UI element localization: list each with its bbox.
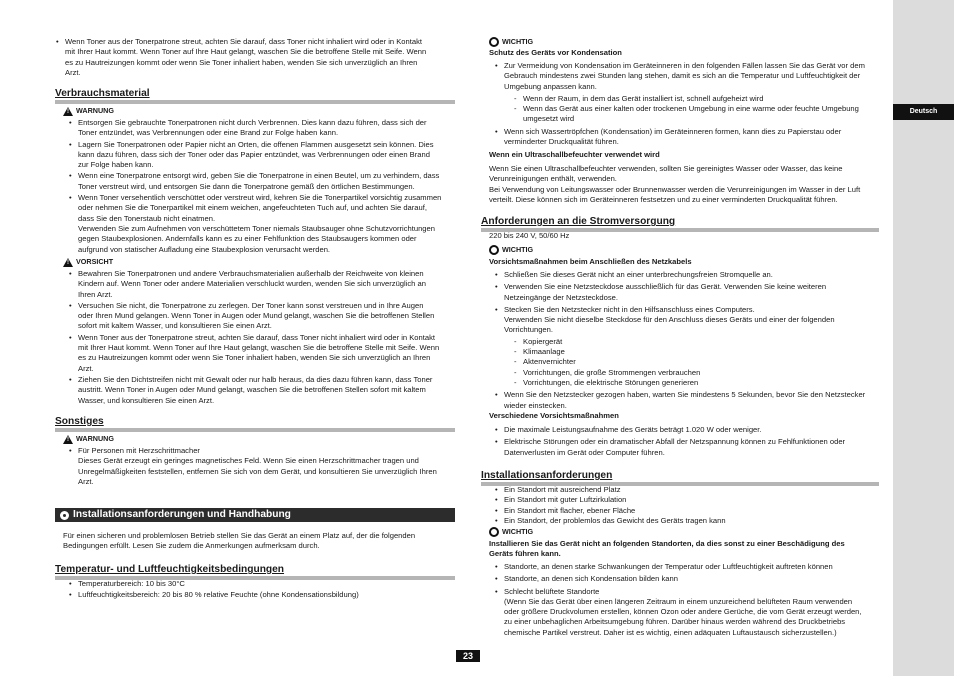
list-item: • Ein Standort mit guter Luftzirkulation bbox=[494, 495, 884, 505]
install-subheading: Installieren Sie das Gerät nicht an folgenden Standorten, da dies sonst zu einer Beschädigung des Geräts führen kann. bbox=[489, 539, 845, 559]
list-item: • Entsorgen Sie gebrauchte Tonerpatronen nicht durch Verbrennen. Dies kann dazu führen, dass sich der Toner entzündet, was Verbrennungen oder eine Brand zur Folge haben kann. bbox=[68, 118, 458, 139]
warning-label: WARNUNG bbox=[76, 434, 114, 443]
list-item: • Ein Standort mit flacher, ebener Fläche bbox=[494, 506, 884, 516]
list-item-text: • Stecken Sie den Netzstecker nicht in den Hilfsanschluss eines Computers. Verwenden Sie nicht dieselbe Steckdose für den Anschluss dieses Geräts und einer der folgenden Vorrichtungen. bbox=[504, 304, 835, 335]
list-item: • Lagern Sie Tonerpatronen oder Papier nicht an Orten, die offenen Flammen ausgesetzt sein können. Dies kann dazu führen, dass sich der Toner oder das Papier entzündet, was Verbrennungen oder einen Brand zur Folge haben kann. bbox=[68, 140, 458, 171]
page-number: 23 bbox=[456, 650, 480, 662]
list-item: • Luftfeuchtigkeitsbereich: 20 bis 80 % relative Feuchte (ohne Kondensationsbildung) bbox=[68, 590, 458, 600]
important-icon bbox=[489, 527, 499, 537]
list-item bbox=[494, 305, 884, 388]
important-heading bbox=[489, 37, 887, 47]
right-sidebar bbox=[893, 0, 954, 676]
strom-subheading: Vorsichtsmaßnahmen beim Anschließen des Netzkabels bbox=[489, 257, 692, 266]
important-label: WICHTIG bbox=[502, 37, 534, 46]
section-heading-verbrauchsmaterial: Verbrauchsmaterial bbox=[55, 88, 455, 104]
section-heading-installation-handhabung bbox=[55, 508, 455, 522]
list-item: • Schlecht belüftete Standorte (Wenn Sie das Gerät über einen längeren Zeitraum in einem unzureichend belüfteten Raum verwenden oder größere Druckvolumen erstellen, können Ozon oder andere Gerüche, die vom Gerät erzeugt werden, zu einer unbehaglichen Arbeitsumgebung führen. Darüber hinaus werden während des Druckbetriebs chemische Partikel verstreut. Daher ist es wichtig, einen adäquaten Luftaustausch sicherzustellen.) bbox=[494, 587, 884, 638]
list-item: • Bewahren Sie Tonerpatronen und andere Verbrauchsmaterialien außerhalb der Reichweite von kleinen Kindern auf. Wenn Toner oder andere Materialien verschluckt wurden, wenden Sie sich unverzüglich an Ihren Arzt. bbox=[68, 269, 458, 300]
caution-list bbox=[68, 269, 458, 406]
section-heading-text: Installationsanforderungen und Handhabung bbox=[73, 509, 291, 520]
kondensation-list bbox=[494, 61, 884, 147]
voltage-text: 220 bis 240 V, 50/60 Hz bbox=[489, 231, 570, 240]
kondensation-subheading: Schutz des Geräts vor Kondensation bbox=[489, 48, 622, 57]
list-item: • Versuchen Sie nicht, die Tonerpatrone zu zerlegen. Der Toner kann sonst verstreuen und in Ihre Augen oder Ihren Mund gelangen. Wenn Toner in Augen oder Mund gelangt, waschen Sie die betroffenen Stellen sofort mit kaltem Wasser, und konsultieren Sie einen Arzt. bbox=[68, 301, 458, 332]
list-item: • Ein Standort, der problemlos das Gewicht des Geräts tragen kann bbox=[494, 516, 884, 526]
important-label: WICHTIG bbox=[502, 245, 534, 254]
warning-icon bbox=[63, 435, 73, 444]
warning-icon bbox=[63, 107, 73, 116]
list-item: • Die maximale Leistungsaufnahme des Geräts beträgt 1.020 W oder weniger. bbox=[494, 425, 884, 435]
list-item: • Wenn Sie den Netzstecker gezogen haben, warten Sie mindestens 5 Sekunden, bevor Sie den Netzstecker wieder einstecken. bbox=[494, 390, 884, 411]
caution-label: VORSICHT bbox=[76, 257, 114, 266]
dash-item: - Kopiergerät bbox=[514, 337, 884, 347]
strom-list bbox=[494, 270, 884, 411]
section-heading-temperatur: Temperatur- und Luftfeuchtigkeitsbedingungen bbox=[55, 564, 455, 580]
list-item: • Wenn Toner aus der Tonerpatrone streut, achten Sie darauf, dass Toner nicht inhaliert wird oder in Kontakt mit Ihrer Haut kommt. Wenn Toner auf Ihre Haut gelangt, waschen Sie die betroffene Stelle mit Seife. Wenn es zu Hautreizungen kommt oder wenn Sie Toner inhaliert haben, wenden Sie sich unverzüglich an Ihren Arzt. bbox=[68, 333, 458, 374]
warning-list bbox=[68, 118, 458, 255]
dash-item: - Wenn der Raum, in dem das Gerät installiert ist, schnell aufgeheizt wird bbox=[514, 94, 884, 104]
caution-icon bbox=[63, 258, 73, 267]
list-item: • Verwenden Sie eine Netzsteckdose ausschließlich für das Gerät. Verwenden Sie keine weiteren Netzeingänge der Netzsteckdose. bbox=[494, 282, 884, 303]
list-item: • Für Personen mit Herzschrittmacher Dieses Gerät erzeugt ein geringes magnetisches Feld. Wenn Sie einen Herzschrittmacher tragen und Unregelmäßigkeiten feststellen, entfernen Sie sich von dem Gerät, und konsultieren Sie unverzüglich Ihren Arzt. bbox=[68, 446, 458, 487]
important-label: WICHTIG bbox=[502, 527, 534, 536]
list-item: • Wenn eine Tonerpatrone entsorgt wird, geben Sie die Tonerpatrone in einen Beutel, um zu verhindern, dass Toner verstreut wird, und entsorgen Sie dann die Tonerpatrone gemäß den örtlichen Bestimmungen. bbox=[68, 171, 458, 192]
misc-heading: Verschiedene Vorsichtsmaßnahmen bbox=[489, 411, 619, 420]
warning-heading bbox=[63, 434, 463, 444]
list-item: • Standorte, an denen sich Kondensation bilden kann bbox=[494, 574, 884, 584]
section-heading-installationsanforderungen: Installationsanforderungen bbox=[481, 470, 879, 486]
list-item: • Temperaturbereich: 10 bis 30°C bbox=[68, 579, 458, 589]
temperature-list bbox=[68, 579, 458, 601]
list-item: • Schließen Sie dieses Gerät nicht an einer unterbrechungsfreien Stromquelle an. bbox=[494, 270, 884, 280]
important-heading bbox=[489, 245, 887, 255]
warning-heading bbox=[63, 106, 463, 116]
install-list bbox=[494, 485, 884, 526]
section-heading-sonstiges: Sonstiges bbox=[55, 416, 455, 432]
misc-list bbox=[494, 425, 884, 458]
warning-label: WARNUNG bbox=[76, 106, 114, 115]
list-item: • Wenn sich Wassertröpfchen (Kondensation) im Geräteinneren formen, kann dies zu Papierstau oder verminderter Druckqualität führen. bbox=[494, 127, 884, 148]
important-icon bbox=[489, 245, 499, 255]
list-item: • Wenn Toner versehentlich verschüttet oder verstreut wird, kehren Sie die Tonerpartikel vorsichtig zusammen oder nehmen Sie die Tonerpartikel mit einem weichen, angefeuchteten Tuch auf, und achten Sie darauf, dass Sie den Tonerstaub nicht einatmen. Verwenden Sie zum Aufnehmen von verschüttetem Toner niemals Staubsauger ohne Schutzvorrichtungen gegen Staubexplosionen. Andernfalls kann es zu einer Fehlfunktion des Staubsaugers kommen oder aufgrund von statischer Aufladung eine Staubexplosion verursacht werden. bbox=[68, 193, 458, 255]
caution-heading bbox=[63, 257, 463, 267]
sonstiges-list bbox=[68, 446, 458, 487]
dash-item: - Vorrichtungen, die große Strommengen verbrauchen bbox=[514, 368, 884, 378]
important-heading bbox=[489, 527, 887, 537]
install-handling-text: Für einen sicheren und problemlosen Betrieb stellen Sie das Gerät an einem Platz auf, der die folgenden Bedingungen erfüllt. Lesen Sie zudem die Anmerkungen aufmerksam durch. bbox=[63, 531, 416, 551]
dash-list bbox=[504, 337, 884, 388]
dash-item: - Klimaanlage bbox=[514, 347, 884, 357]
humidifier-heading: Wenn ein Ultraschallbefeuchter verwendet wird bbox=[489, 150, 660, 159]
humidifier-text: Wenn Sie einen Ultraschallbefeuchter verwenden, sollten Sie gereinigtes Wasser oder Wasser, das keine Verunreinigungen enthält, verwenden. Bei Verwendung von Leitungswasser oder Brunnenwasser werden die Verunreinigungen im Wasser in der Luft verteilt. Diese können sich im Geräteinneren festsetzen und zu einer verminderten Druckqualität führen. bbox=[489, 164, 861, 204]
intro-list bbox=[55, 37, 455, 78]
install-list-2 bbox=[494, 562, 884, 638]
list-item: • Elektrische Störungen oder ein dramatischer Abfall der Netzspannung können zu Fehlfunktionen oder Datenverlusten im Gerät oder Computer führen. bbox=[494, 437, 884, 458]
language-tab[interactable]: Deutsch bbox=[893, 104, 954, 120]
gear-icon bbox=[60, 511, 69, 520]
list-item-text: • Zur Vermeidung von Kondensation im Geräteinneren in den folgenden Fällen lassen Sie das Gerät vor dem Gebrauch mindestens zwei Stunden lang stehen, damit es sich an die Temperatur und Luftfeuchtigkeit der Umgebung anpassen kann. bbox=[504, 61, 865, 91]
list-item: • Wenn Toner aus der Tonerpatrone streut, achten Sie darauf, dass Toner nicht inhaliert wird oder in Kontakt mit Ihrer Haut kommt. Wenn Toner auf Ihre Haut gelangt, waschen Sie die betroffene Stelle mit Seife. Wenn es zu Hautreizungen kommt oder wenn Sie Toner inhaliert haben, wenden Sie sich unverzüglich an Ihren Arzt. bbox=[55, 37, 455, 78]
dash-item: - Vorrichtungen, die elektrische Störungen generieren bbox=[514, 378, 884, 388]
list-item bbox=[494, 61, 884, 125]
dash-item: - Wenn das Gerät aus einer kalten oder trockenen Umgebung in eine warme oder feuchte Umgebung umgesetzt wird bbox=[514, 104, 884, 125]
list-item: • Ein Standort mit ausreichend Platz bbox=[494, 485, 884, 495]
list-item: • Ziehen Sie den Dichtstreifen nicht mit Gewalt oder nur halb heraus, da dies dazu führen kann, dass Toner austritt. Wenn Toner in Augen oder Mund gelangt, waschen Sie die betroffenen Stellen sofort mit kaltem Wasser, und konsultieren Sie einen Arzt. bbox=[68, 375, 458, 406]
important-icon bbox=[489, 37, 499, 47]
dash-item: - Aktenvernichter bbox=[514, 357, 884, 367]
dash-list bbox=[504, 94, 884, 125]
list-item: • Standorte, an denen starke Schwankungen der Temperatur oder Luftfeuchtigkeit auftreten können bbox=[494, 562, 884, 572]
section-heading-stromversorgung: Anforderungen an die Stromversorgung bbox=[481, 216, 879, 232]
